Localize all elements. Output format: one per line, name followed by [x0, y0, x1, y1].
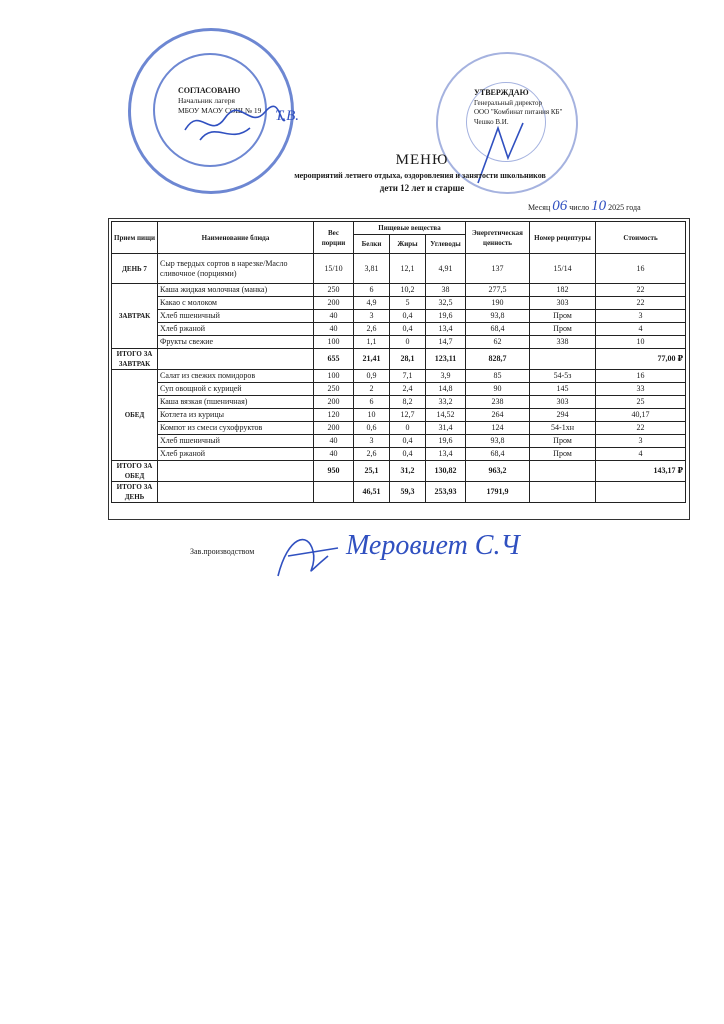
header-meal: Прием пищи: [112, 222, 158, 254]
menu-table: [111, 221, 686, 503]
signature-left: [180, 100, 290, 150]
approval-right-line1: Генеральный директор: [474, 98, 542, 107]
approval-left-line1: Начальник лагеря: [178, 96, 235, 105]
date-line: Месяц 06 число 10 2025 года: [528, 198, 641, 214]
table-row: Какао с молоком 200 4,9 5 32,5 190 303 22: [112, 297, 686, 310]
breakfast-total-row: ИТОГО ЗА ЗАВТРАК 655 21,41 28,1 123,11 828,7 77,00 ₽: [112, 349, 686, 370]
header-fat: Жиры: [390, 235, 426, 254]
approval-right-label: УТВЕРЖДАЮ: [474, 88, 529, 97]
table-row: ЗАВТРАК Каша жидкая молочная (манка) 250 6 10,2 38 277,5 182 22: [112, 284, 686, 297]
table-row: Хлеб ржаной 40 2,6 0,4 13,4 68,4 Пром 4: [112, 448, 686, 461]
day-total-row: ИТОГО ЗА ДЕНЬ 46,51 59,3 253,93 1791,9: [112, 482, 686, 503]
header-protein: Белки: [354, 235, 390, 254]
table-row: Хлеб пшеничный 40 3 0,4 19,6 93,8 Пром 3: [112, 435, 686, 448]
lunch-label: ОБЕД: [112, 370, 158, 461]
page-subtitle: мероприятий летнего отдыха, оздоровления и занятости школьников: [294, 171, 546, 180]
breakfast-label: ЗАВТРАК: [112, 284, 158, 349]
table-row: Суп овощной с курицей 250 2 2,4 14,8 90 145 33: [112, 383, 686, 396]
approval-left-label: СОГЛАСОВАНО: [178, 86, 241, 95]
page-title: МЕНЮ: [395, 152, 449, 168]
age-group: дети 12 лет и старше: [379, 183, 465, 193]
table-row: Хлеб ржаной 40 2,6 0,4 13,4 68,4 Пром 4: [112, 323, 686, 336]
approval-right-line2: ООО "Комбинат питания КБ": [474, 108, 563, 116]
header-nutrients: Пищевые вещества: [354, 222, 466, 235]
table-row: Компот из смеси сухофруктов 200 0,6 0 31,4 124 54-1хн 22: [112, 422, 686, 435]
approval-left-line2: МБОУ МАОУ СОШ № 19: [178, 106, 262, 115]
production-head-label: Зав.производством: [190, 547, 255, 556]
approval-left-signature-name: Т.В.: [275, 108, 300, 124]
table-row: ОБЕД Салат из свежих помидоров 100 0,9 7,1 3,9 85 54-5з 16: [112, 370, 686, 383]
date-month: 06: [552, 198, 568, 214]
table-row: Фрукты свежие 100 1,1 0 14,7 62 338 10: [112, 336, 686, 349]
header-dish: Наименование блюда: [158, 222, 314, 254]
lunch-total-row: ИТОГО ЗА ОБЕД 950 25,1 31,2 130,82 963,2 143,17 ₽: [112, 461, 686, 482]
table-row: Хлеб пшеничный 40 3 0,4 19,6 93,8 Пром 3: [112, 310, 686, 323]
header-cost: Стоимость: [596, 222, 686, 254]
approval-right-line3: Чешко В.И.: [474, 117, 509, 126]
table-row: ДЕНЬ 7 Сыр твердых сортов в нарезке/Масло сливочное (порциями) 15/10 3,81 12,1 4,91 137 15/14 16: [112, 254, 686, 284]
header-recipe: Номер рецептуры: [530, 222, 596, 254]
header-energy: Энергетическая ценность: [466, 222, 530, 254]
table-row: Котлета из курицы 120 10 12,7 14,52 264 294 40,17: [112, 409, 686, 422]
header-carbs: Углеводы: [426, 235, 466, 254]
production-head-signature: Меровиет С.Ч: [346, 530, 520, 561]
header-weight: Вес порции: [314, 222, 354, 254]
signature-production: [268, 526, 348, 584]
date-day: 10: [591, 198, 607, 214]
table-row: Каша вязкая (пшеничная) 200 6 8,2 33,2 238 303 25: [112, 396, 686, 409]
